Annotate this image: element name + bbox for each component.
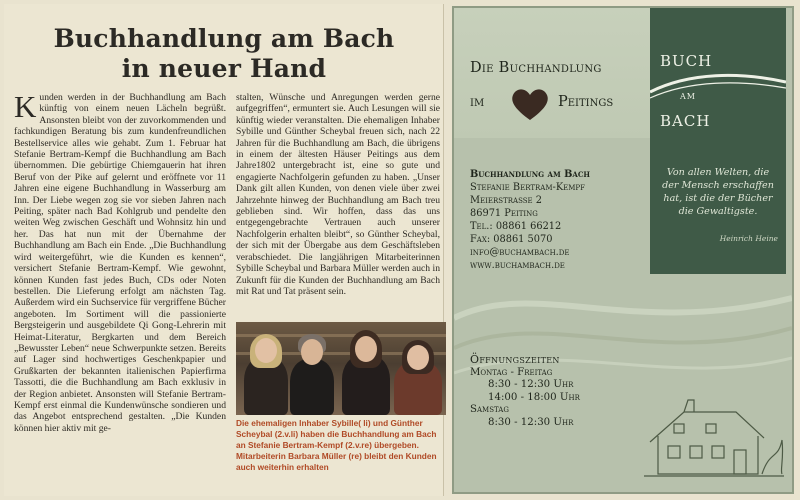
heine-quote: Von allen Welten, die der Mensch erschaffen hat, ist die der Bücher die Gewaltigste. xyxy=(662,167,774,217)
heart-icon xyxy=(510,86,550,122)
store-website: www.buchambach.de xyxy=(470,260,565,271)
store-name: Buchhandlung am Bach xyxy=(470,169,591,180)
opening-hours xyxy=(470,354,670,430)
bookstore-advert xyxy=(452,6,794,494)
headline-line-2: in neuer Hand xyxy=(121,54,327,83)
article-column-1 xyxy=(14,92,226,492)
store-city: 86971 Peiting xyxy=(470,208,538,219)
hours-weekday-afternoon: 14:00 - 18:00 Uhr xyxy=(488,391,580,403)
photo-caption: Die ehemaligen Inhaber Sybille( li) und Günther Scheybal (2.v.li) haben die Buchhandlung am Bach an Stefanie Bertram-Kempf (2.v.re) übergeben. Mitarbeiterin Barbara Müller (re) bleibt den Kunden auch weiterhin erhalten xyxy=(236,418,437,472)
logo-buch: BUCH xyxy=(660,52,713,70)
hours-saturday-label: Samstag xyxy=(470,404,509,416)
store-phone: Tel.: 08861 66212 xyxy=(470,221,562,232)
advert-title-im: im xyxy=(470,94,485,110)
store-owner: Stefanie Bertram-Kempf xyxy=(470,182,586,193)
store-fax: Fax: 08861 5070 xyxy=(470,234,553,245)
hours-title: Öffnungszeiten xyxy=(470,353,560,366)
store-email: info@buchambach.de xyxy=(470,247,570,258)
logo-panel xyxy=(650,8,786,274)
logo-am: AM xyxy=(680,92,696,101)
quote-author: Heinrich Heine xyxy=(719,234,778,243)
logo-bach: BACH xyxy=(660,112,711,130)
hours-saturday-time: 8:30 - 12:30 Uhr xyxy=(488,416,574,428)
address-block xyxy=(470,168,650,272)
store-street: Meierstraße 2 xyxy=(470,195,543,206)
house-illustration xyxy=(644,390,784,480)
column-1-text: unden werden in der Buchhandlung am Bach künftig von einem neuen Lächeln begrüßt. Ansonsten bleibt von der zuvorkommenden und fachkundigen Beratung bis zum kundenfreundlichen Bestellservice alles wie gehabt. Zum 1. Februar hat Stefanie Bertram-Kempf die Buchhandlung am Bach übernommen. Die gebürtige Chiemgauerin hat ihren Beruf von der Pike auf gelernt und eröffnete vor 11 Jahren eine eigene Buchhandlung in Wasserburg am Inn. Der Liebe wegen zog sie vor sieben Jahren nach Peiting, später nach Bad Kohlgrub und pendelte den weiten Weg zwischen Geschäft und Wohnsitz hin und her. Das hat nun mit der Übernahme der Buchhandlung am Bach ein Ende. „Die Buchhandlung wird weitergeführt, wie die Kunden es kennen“, versichert Stefanie Bertram-Kempf. Wie gewohnt, können Kunden fast jedes Buch, CDs oder Noten bestellen. Die Lieferung erfolgt am nächsten Tag. Außerdem wird ein Suchservice für vergriffene Bücher angeboten. Im Sortiment will die passionierte Bergsteigerin und ausgebildete Qi Gong-Lehrerin mit Heimat-Literatur, Bergkarten und dem Bereich „Bewusster Leben“ neue Schwerpunkte setzen. Bereits auf Lager sind hochwertiges Geschenkpapier und Grußkarten der bekannten italienischen Papierfirma Tassotti, die die Buchhandlung am Bach exklusiv in der Region anbietet. Ansonsten will Stefanie Bertram-Kempf erst einmal die Kundenwünsche sondieren und das Angebot entsprechend gestalten. „Die Kunden können hier aktiv mit ge- xyxy=(14,92,226,434)
article-column-2 xyxy=(236,92,440,324)
hours-weekday-morning: 8:30 - 12:30 Uhr xyxy=(488,379,574,391)
headline-line-1: Buchhandlung am Bach xyxy=(53,24,395,53)
column-2-text: stalten, Wünsche und Anregungen werden gerne aufgegriffen“, ermuntert sie. Auch Lesungen will sie künftig wieder veranstalten. Die ehemaligen Inhaber Sybille und Günther Scheybal freuen sich, nach 22 Jahren für die Buchhandlung am Bach, die übrigens in einem der ältesten Häuser Peitings aus dem Jahre1802 untergebracht ist, eine so gute und engagierte Nachfolgerin gefunden zu haben. „Unser Dank gilt allen Kunden, von denen viele über zwei Jahrzehnte hinweg der Buchhandlung am Bach treu geblieben sind. Wir hoffen, dass das uns entgegengebrachte Vertrauen auch unserer Nachfolgerin erhalten bleibt“, so Günther Scheybal, der sich mit der Übergabe aus dem Geschäftsleben verabschiedet. Die langjährigen Mitarbeiterinnen Sybille Scheybal und Barbara Müller werden auch in Zukunft für die Kunden der Buchhandlung am Bach mit Rat und Tat präsent sein. xyxy=(236,92,440,297)
article xyxy=(4,4,444,496)
article-headline xyxy=(4,24,444,84)
article-photo xyxy=(236,322,446,415)
logo-swoosh-icon xyxy=(650,68,786,108)
advert-title-line: Die Buchhandlung xyxy=(470,60,602,76)
dropcap: K xyxy=(14,92,37,124)
advert-title-peitings: Peitings xyxy=(558,94,614,110)
hours-weekday-label: Montag - Freitag xyxy=(470,366,553,378)
